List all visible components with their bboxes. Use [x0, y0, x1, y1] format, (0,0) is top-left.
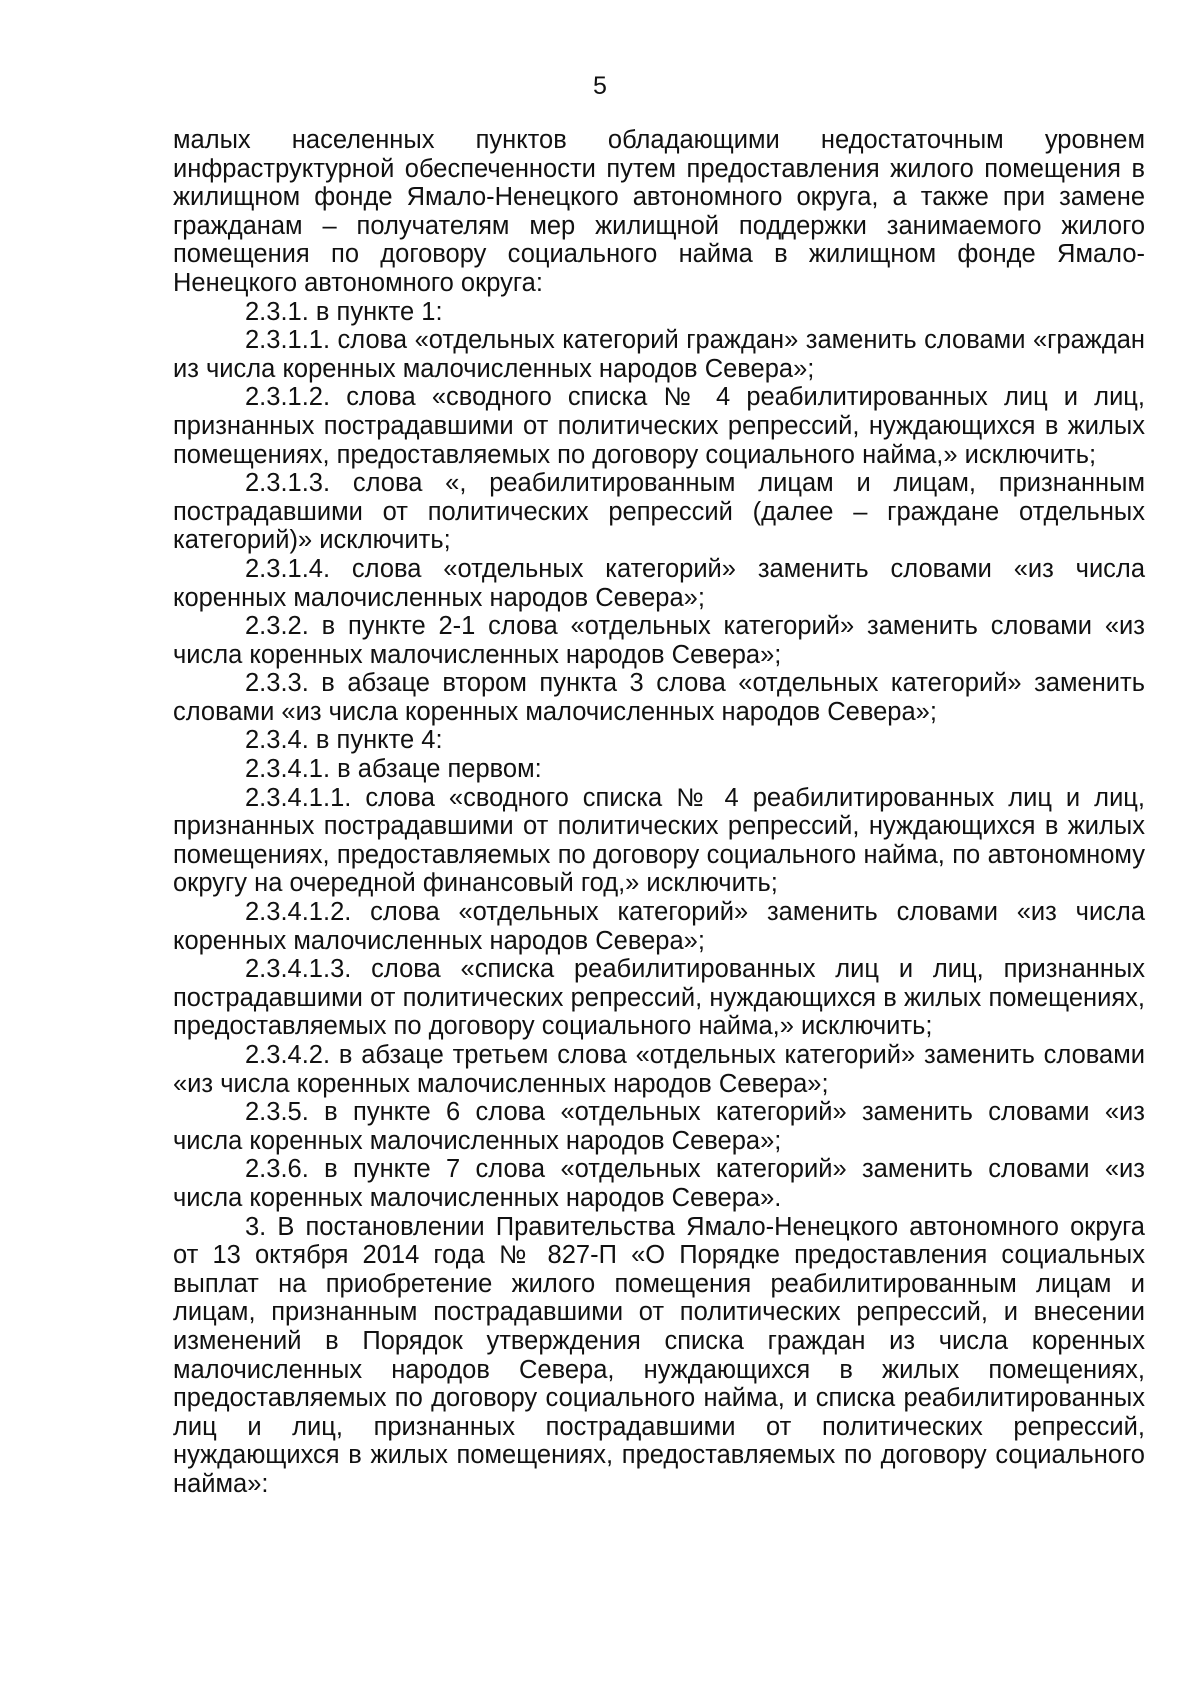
paragraph-2-3-4-1-1: 2.3.4.1.1. слова «сводного списка № 4 реабилитированных лиц и лиц, признанных пострадавшими от политических репрессий, нуждающихся в жилых помещениях, предоставляемых по договору социального найма, по автономному округу на очередной финансовый год,» исключить;: [173, 783, 1145, 898]
paragraph-continuation: малых населенных пунктов обладающими недостаточным уровнем инфраструктурной обеспеченности путем предоставления жилого помещения в жилищном фонде Ямало-Ненецкого автономного округа, а также при замене гражданам – получателям мер жилищной поддержки занимаемого жилого помещения по договору социального найма в жилищном фонде Ямало-Ненецкого автономного округа:: [173, 126, 1145, 297]
paragraph-2-3-4-1: 2.3.4.1. в абзаце первом:: [245, 755, 542, 784]
paragraph-2-3-4-1-2: 2.3.4.1.2. слова «отдельных категорий» заменить словами «из числа коренных малочисленных народов Севера»;: [173, 898, 1145, 955]
paragraph-2-3-1: 2.3.1. в пункте 1:: [245, 297, 443, 326]
paragraph-3: 3. В постановлении Правительства Ямало-Ненецкого автономного округа от 13 октября 2014 года № 827-П «О Порядке предоставления социальных выплат на приобретение жилого помещения реабилитированным лицам и лицам, признанным пострадавшими от политических репрессий, и внесении изменений в Порядок утверждения списка граждан из числа коренных малочисленных народов Севера, нуждающихся в жилых помещениях, предоставляемых по договору социального найма, и списка реабилитированных лиц и лиц, признанных пострадавшими от политических репрессий, нуждающихся в жилых помещениях, предоставляемых по договору социального найма»:: [173, 1212, 1145, 1498]
document-body: [173, 126, 1145, 1499]
page-number: 5: [593, 72, 607, 100]
paragraph-2-3-4-1-3: 2.3.4.1.3. слова «списка реабилитированных лиц и лиц, признанных пострадавшими от политических репрессий, нуждающихся в жилых помещениях, предоставляемых по договору социального найма,» исключить;: [173, 955, 1145, 1041]
paragraph-2-3-1-2: 2.3.1.2. слова «сводного списка № 4 реабилитированных лиц и лиц, признанных пострадавшими от политических репрессий, нуждающихся в жилых помещениях, предоставляемых по договору социального найма,» исключить;: [173, 383, 1145, 469]
paragraph-2-3-5: 2.3.5. в пункте 6 слова «отдельных категорий» заменить словами «из числа коренных малочисленных народов Севера»;: [173, 1098, 1145, 1155]
paragraph-2-3-2: 2.3.2. в пункте 2-1 слова «отдельных категорий» заменить словами «из числа коренных малочисленных народов Севера»;: [173, 612, 1145, 669]
paragraph-2-3-1-1: 2.3.1.1. слова «отдельных категорий граждан» заменить словами «граждан из числа коренных малочисленных народов Севера»;: [173, 326, 1145, 383]
paragraph-2-3-1-4: 2.3.1.4. слова «отдельных категорий» заменить словами «из числа коренных малочисленных народов Севера»;: [173, 554, 1145, 612]
paragraph-2-3-4-2: 2.3.4.2. в абзаце третьем слова «отдельных категорий» заменить словами «из числа коренных малочисленных народов Севера»;: [173, 1041, 1145, 1098]
paragraph-2-3-3: 2.3.3. в абзаце втором пункта 3 слова «отдельных категорий» заменить словами «из числа коренных малочисленных народов Севера»;: [173, 669, 1145, 726]
paragraph-2-3-4: 2.3.4. в пункте 4:: [245, 726, 443, 755]
paragraph-2-3-6: 2.3.6. в пункте 7 слова «отдельных категорий» заменить словами «из числа коренных малочисленных народов Севера».: [173, 1155, 1145, 1212]
paragraph-2-3-1-3: 2.3.1.3. слова «, реабилитированным лицам и лицам, признанным пострадавшими от политических репрессий (далее – граждане отдельных категорий)» исключить;: [173, 469, 1145, 555]
